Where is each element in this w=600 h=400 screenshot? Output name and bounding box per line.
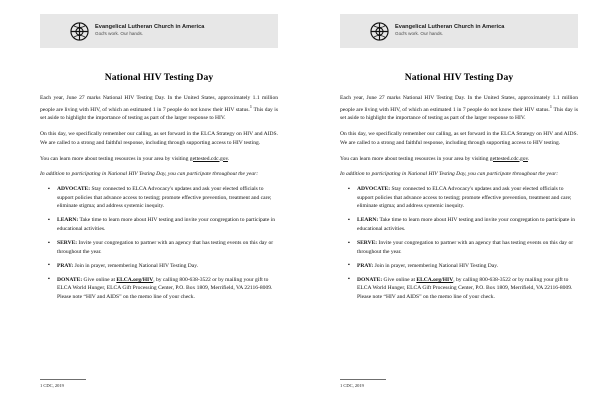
list-item-text-mid: , by calling 800-638-3522 or by mailing your gift to ELCA World Hunger, ELCA Gift Processing Center, P.O. Box 1809, Merrifield, VA 22116-8009. Please note “HIV and AIDS” on the memo line of your check.: [357, 276, 573, 301]
paragraph-3-text-b: .: [227, 155, 230, 162]
paragraph-3-text-a: You can learn more about testing resources in your area by visiting: [40, 155, 190, 162]
paragraph-1-text-a: Each year, June 27 marks National HIV Testing Day. In the United States, approximately 1.1 million people are living with HIV, of which an estimated 1 in 7 people do not know their HIV status.: [340, 95, 578, 113]
paragraph-1-left: [40, 94, 278, 123]
header-band-right: [340, 14, 578, 48]
list-item-learn-right: [351, 216, 578, 233]
paragraph-3-left: [40, 155, 278, 164]
header-logo-text-right: [395, 25, 504, 37]
list-item-text: Take time to learn more about HIV testing and invite your congregation to participate in educational activities.: [57, 217, 275, 232]
footnote-rule-left: [40, 379, 86, 380]
org-tagline-left: God's work. Our hands.: [95, 31, 144, 37]
bullets-intro-right: In addition to participating in National HIV Testing Day, you can participate throughout the year:: [340, 171, 559, 178]
list-item-lead: ADVOCATE:: [57, 186, 91, 193]
header-band-left: [40, 14, 278, 48]
paragraph-3-text-a: You can learn more about testing resources in your area by visiting: [340, 155, 490, 162]
list-item-serve-right: [351, 239, 578, 256]
list-item-text: Stay connected to ELCA Advocacy's updates and ask your elected officials to support policies that advance access to testing; promote effective prevention, treatment and care; eliminate stigma; and address systemic inequity.: [57, 186, 272, 210]
list-item-text: Join in prayer, remembering National HIV Testing Day.: [373, 262, 499, 269]
footnote-area-left: [40, 379, 270, 388]
footnote-left: 1 CDC, 2019: [40, 383, 64, 388]
participation-list-left: [40, 185, 278, 302]
paragraph-2-right: On this day, we specifically remember our calling, as set forward in the ELCA Strategy on HIV and AIDS. We are called to a strong and faithful response, including through supporting access to HIV testing.: [340, 131, 578, 146]
elca-hiv-link-right[interactable]: ELCA.org/HIV: [416, 276, 454, 283]
paragraph-3-right: [340, 155, 578, 164]
cdc-link-left[interactable]: gettested.cdc.gov: [189, 155, 228, 162]
paragraph-2-left: On this day, we specifically remember our calling, as set forward in the ELCA Strategy on HIV and AIDS. We are called to a strong and faithful response, including through supporting access to HIV testing.: [40, 131, 278, 146]
list-item-text: Invite your congregation to partner with an agency that has testing events on this day or throughout the year.: [57, 240, 274, 255]
paragraph-3-text-b: .: [527, 155, 530, 162]
paragraph-1-text-b: This day is set aside to highlight the importance of testing as part of the larger response to HIV.: [340, 106, 578, 122]
list-item-advocate-left: [51, 185, 278, 211]
footnote-ref-right: 1: [549, 103, 553, 109]
elca-celtic-cross-globe-icon: [370, 22, 389, 41]
footnote-right: 1 CDC, 2019: [340, 383, 364, 388]
list-item-lead: LEARN:: [57, 217, 79, 224]
footnote-rule-right: [340, 379, 386, 380]
list-item-pray-right: [351, 262, 578, 271]
list-item-lead: SERVE:: [357, 240, 378, 247]
list-item-text: Invite your congregation to partner with an agency that has testing events on this day or throughout the year.: [357, 240, 574, 255]
footnote-area-right: [340, 379, 570, 388]
header-logo-text-left: [95, 25, 204, 37]
list-item-pray-left: [51, 262, 278, 271]
cdc-link-right[interactable]: gettested.cdc.gov: [489, 155, 528, 162]
page-title-left: National HIV Testing Day: [104, 72, 214, 83]
bullets-intro-left: In addition to participating in National HIV Testing Day, you can participate throughout the year:: [40, 171, 259, 178]
document-page-right: [300, 0, 600, 400]
list-item-lead: DONATE:: [357, 276, 383, 283]
list-item-donate-left: [51, 276, 278, 302]
list-item-text: Take time to learn more about HIV testing and invite your congregation to participate in educational activities.: [357, 217, 575, 232]
elca-hiv-link-left[interactable]: ELCA.org/HIV: [116, 276, 154, 283]
org-name-left: Evangelical Lutheran Church in America: [95, 24, 205, 31]
list-item-text: Join in prayer, remembering National HIV Testing Day.: [73, 262, 199, 269]
elca-celtic-cross-globe-icon: [70, 22, 89, 41]
list-item-lead: ADVOCATE:: [357, 186, 391, 193]
list-item-text-mid: , by calling 800-638-3522 or by mailing your gift to ELCA World Hunger, ELCA Gift Processing Center, P.O. Box 1809, Merrifield, VA 22116-8009. Please note “HIV and AIDS” on the memo line of your check.: [57, 276, 273, 301]
list-item-learn-left: [51, 216, 278, 233]
list-item-lead: LEARN:: [357, 217, 379, 224]
page-title-right: National HIV Testing Day: [404, 72, 514, 83]
list-item-lead: PRAY:: [57, 262, 74, 269]
footnote-ref-left: 1: [249, 103, 253, 109]
paragraph-1-text-a: Each year, June 27 marks National HIV Testing Day. In the United States, approximately 1.1 million people are living with HIV, of which an estimated 1 in 7 people do not know their HIV status.: [40, 95, 278, 113]
participation-list-right: [340, 185, 578, 302]
list-item-text: Stay connected to ELCA Advocacy's updates and ask your elected officials to support policies that advance access to testing; promote effective prevention, treatment and care; eliminate stigma; and address systemic inequity.: [357, 186, 572, 210]
org-tagline-right: God's work. Our hands.: [395, 31, 444, 37]
list-item-donate-right: [351, 276, 578, 302]
list-item-lead: PRAY:: [357, 262, 374, 269]
list-item-lead: SERVE:: [57, 240, 78, 247]
list-item-text-pre: Give online at: [82, 276, 117, 283]
paragraph-1-right: [340, 94, 578, 123]
list-item-advocate-right: [351, 185, 578, 211]
list-item-lead: DONATE:: [57, 276, 83, 283]
paragraph-1-text-b: This day is set aside to highlight the importance of testing as part of the larger response to HIV.: [40, 106, 278, 122]
list-item-text-pre: Give online at: [382, 276, 417, 283]
list-item-serve-left: [51, 239, 278, 256]
org-name-right: Evangelical Lutheran Church in America: [395, 24, 505, 31]
